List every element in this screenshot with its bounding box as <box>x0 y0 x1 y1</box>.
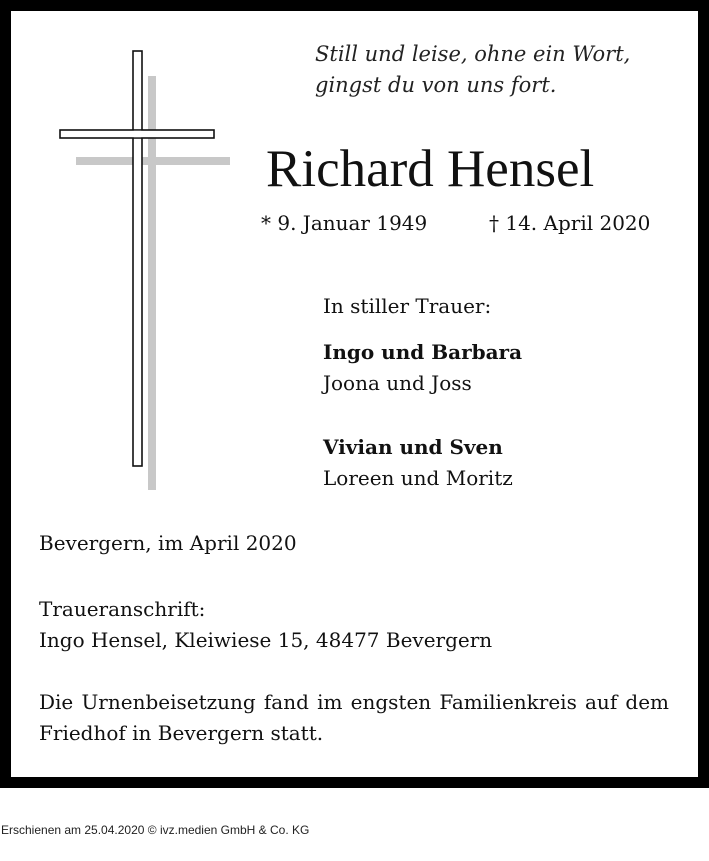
cross-icon <box>59 50 239 490</box>
address-line: Ingo Hensel, Kleiwiese 15, 48477 Bevergern <box>39 628 493 652</box>
memorial-verse <box>315 39 695 101</box>
deceased-name: Richard Hensel <box>266 140 595 198</box>
birth-date: * 9. Januar 1949 <box>261 211 428 235</box>
verse-line-2: gingst du von uns fort. <box>315 73 557 97</box>
burial-note: Die Urnenbeisetzung fand im engsten Familienkreis auf dem Friedhof in Bevergern statt. <box>39 690 669 745</box>
mourner-group-2-names: Vivian und Sven <box>323 435 503 459</box>
mourners-intro: In stiller Trauer: <box>323 294 492 318</box>
mourner-group-2-children: Loreen und Moritz <box>323 466 513 490</box>
mourning-address <box>39 594 669 656</box>
death-date: † 14. April 2020 <box>489 211 651 235</box>
publication-footer: Erschienen am 25.04.2020 © ivz.medien GmbH & Co. KG <box>1 823 310 837</box>
mourner-group-1-names: Ingo und Barbara <box>323 340 523 364</box>
mourners-list <box>323 291 522 494</box>
address-label: Traueranschrift: <box>39 597 206 621</box>
verse-line-1: Still und leise, ohne ein Wort, <box>315 42 631 66</box>
place-date: Bevergern, im April 2020 <box>39 531 297 555</box>
mourner-group-1-children: Joona und Joss <box>323 371 472 395</box>
